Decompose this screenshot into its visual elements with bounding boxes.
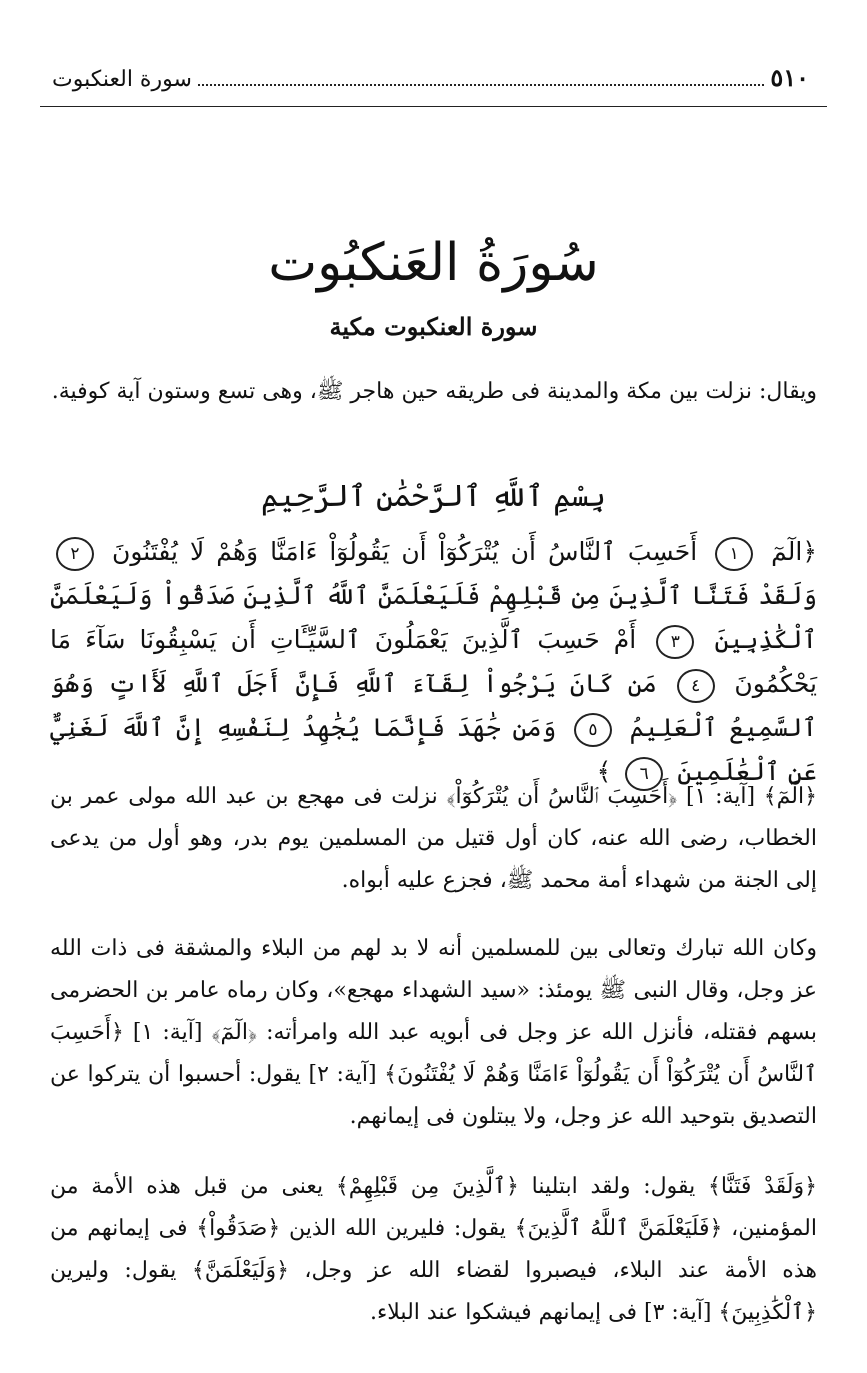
verse-text: مَن كَانَ يَرْجُواْ لِقَآءَ ٱللَّهِ فَإِنَّ أَجَلَ ٱللَّهِ لَأَاتٍ وَهُوَ ٱلسَّمِيعُ ٱلْعَلِيمُ	[50, 669, 817, 742]
verse-number-marker: ٣	[656, 625, 694, 659]
verse-number-marker: ٢	[56, 537, 94, 571]
verse-number-marker: ١	[715, 537, 753, 571]
page-number: ٥١٠	[770, 63, 809, 92]
surah-subtitle: سورة العنكبوت مكية	[329, 312, 538, 341]
running-head-title: سورة العنكبوت	[52, 67, 192, 92]
verse-number-marker: ٤	[677, 669, 715, 703]
verse-text: أَمْ حَسِبَ ٱلَّذِينَ يَعْمَلُونَ ٱلسَّيِّـَٔاتِ أَن يَسْبِقُونَا سَآءَ مَا يَحْكُمُونَ	[50, 625, 818, 698]
verse-text: ﴿الٓمٓ	[771, 537, 818, 566]
verse-text: وَلَقَدْ فَتَنَّا ٱلَّذِينَ مِن قَبْلِهِمْ فَلَيَعْلَمَنَّ ٱللَّهُ ٱلَّذِينَ صَدَقُواْ وَلَيَعْلَمَنَّ ٱلْكَٰذِبِينَ	[50, 581, 817, 654]
commentary-paragraph: وكان الله تبارك وتعالى بين للمسلمين أنه لا بد لهم من البلاء والمشقة فى ذات الله عز وجل، وقال النبى ﷺ يومئذ: «سيد الشهداء مهجع»، وكان رماه عامر بن الحضرمى بسهم فقتله، فأنزل الله عز وجل فى أبويه عبد الله وامرأته: ﴿الٓمٓ﴾ [آية: ١] ﴿أَحَسِبَ ٱلنَّاسُ أَن يُتْرَكُوٓاْ أَن يَقُولُوٓاْ ءَامَنَّا وَهُمْ لَا يُفْتَنُونَ﴾ [آية: ٢] يقول: أحسبوا أن يتركوا عن التصديق بتوحيد الله عز وجل، ولا يبتلون فى إيمانهم.	[50, 936, 817, 1129]
surah-title: سُورَةُ العَنكبُوت	[268, 233, 599, 293]
quran-verses	[50, 530, 817, 794]
commentary-paragraph: ﴿الٓمٓ﴾ [آية: ١] ﴿أَحَسِبَ ٱلنَّاسُ أَن يُتْرَكُوٓاْ﴾ نزلت فى مهجع بن عبد الله مولى عمر بن الخطاب، رضى الله عنه، كان أول قتيل من المسلمين يوم بدر، وهو أول من يدعى إلى الجنة من شهداء أمة محمد ﷺ، فجزع عليه أبواه.	[50, 784, 818, 893]
commentary-paragraph: ﴿وَلَقَدْ فَتَنَّا﴾ يقول: ولقد ابتلينا ﴿ٱلَّذِينَ مِن قَبْلِهِمْ﴾ يعنى من قبل هذه الأمة من المؤمنين، ﴿فَلَيَعْلَمَنَّ ٱللَّهُ ٱلَّذِينَ﴾ يقول: فليرين الله الذين ﴿صَدَقُواْ﴾ فى إيمانهم من هذه الأمة عند البلاء، فيصبروا لقضاء الله عز وجل، ﴿وَلَيَعْلَمَنَّ﴾ يقول: وليرين ﴿ٱلْكَٰذِبِينَ﴾ [آية: ٣] فى إيمانهم فيشكوا عند البلاء.	[50, 1174, 817, 1325]
header-rule	[40, 106, 827, 107]
basmala: بِسْمِ ٱللَّهِ ٱلرَّحْمَٰنِ ٱلرَّحِيمِ	[260, 479, 606, 514]
verse-number-marker: ٦	[625, 757, 663, 791]
intro-paragraph: ويقال: نزلت بين مكة والمدينة فى طريقه حين هاجر ﷺ، وهى تسع وستون آية كوفية.	[51, 379, 817, 404]
running-head	[52, 52, 809, 92]
leader-dots	[198, 84, 764, 86]
verses-close-bracket: ﴾	[596, 757, 612, 786]
verse-number-marker: ٥	[574, 713, 612, 747]
verse-text: أَحَسِبَ ٱلنَّاسُ أَن يُتْرَكُوٓاْ أَن يَقُولُوٓاْ ءَامَنَّا وَهُمْ لَا يُفْتَنُونَ	[112, 537, 698, 566]
verse-text: وَمَن جَٰهَدَ فَإِنَّمَا يُجَٰهِدُ لِنَفْسِهِ إِنَّ ٱللَّهَ لَغَنِيٌّ عَنِ ٱلْعَٰلَمِينَ	[50, 713, 817, 786]
